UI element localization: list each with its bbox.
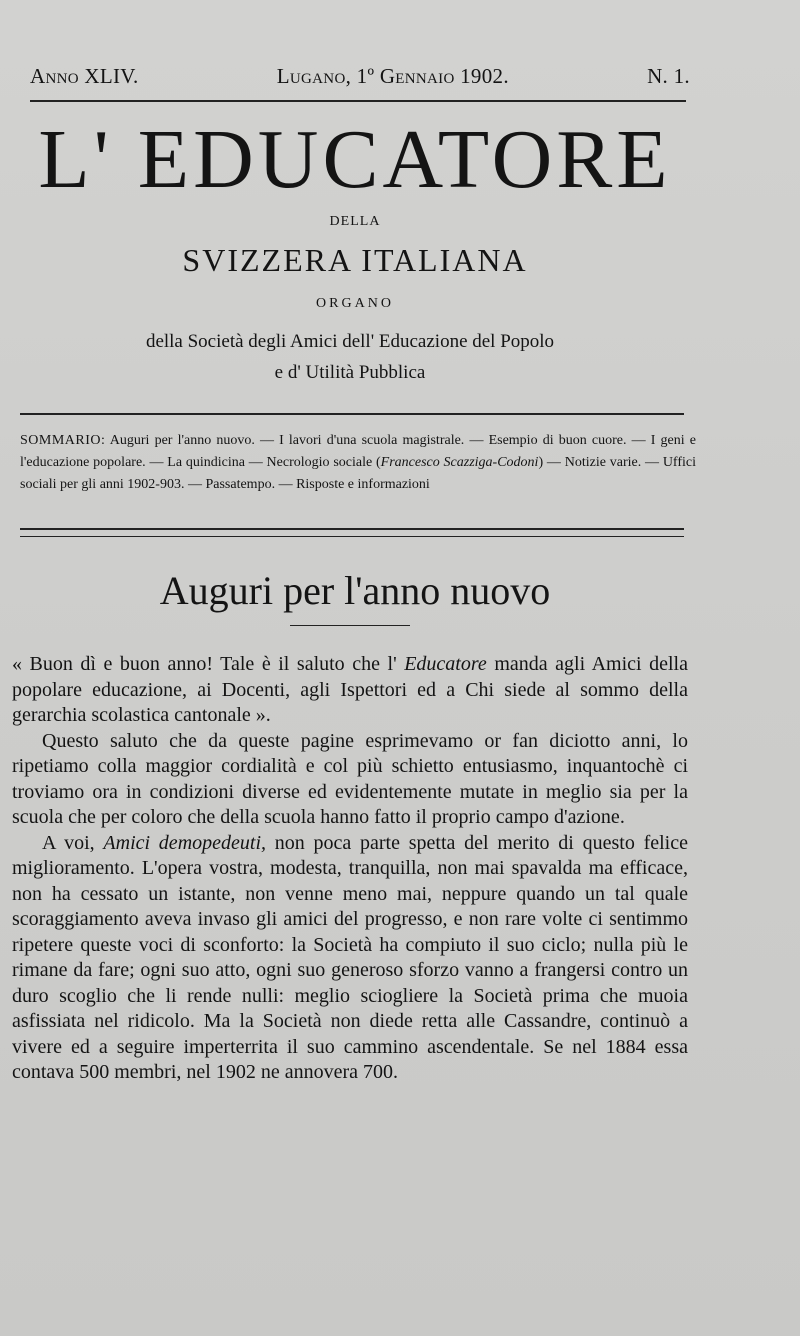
paragraph-3 bbox=[12, 831, 688, 1086]
paragraph-2: Questo saluto che da queste pagine esprimevamo or fan diciotto anni, lo ripetiamo colla maggior cordialità e col più schietto entusiasmo, inquantochè ci troviamo ora in condizioni diverse ed evidentemente mutate in meglio sia per la scuola che per coloro che della scuola hanno fatto il proprio campo d'azione. bbox=[12, 729, 688, 828]
organo-label: ORGANO bbox=[316, 296, 394, 311]
masthead bbox=[30, 64, 690, 89]
journal-subtitle: SVIZZERA ITALIANA bbox=[182, 242, 528, 278]
society-line-2: e d' Utilità Pubblica bbox=[274, 362, 426, 383]
paragraph-1-a: « Buon dì e buon anno! Tale è il saluto che l' bbox=[12, 653, 405, 675]
article-body bbox=[12, 652, 688, 1086]
sommario bbox=[20, 430, 696, 496]
sommario-text-b: ) — Notizie varie. — Uffici sociali per gli anni 1902-903. — Passatempo. — Risposte e informazioni bbox=[20, 455, 696, 492]
sommario-text-a: Auguri per l'anno nuovo. — I lavori d'una scuola magistrale. — Esempio di buon cuore. — I geni e l'educazione popolare. — La quindicina — Necrologio sociale ( bbox=[20, 433, 696, 470]
article-title: Auguri per l'anno nuovo bbox=[159, 568, 551, 613]
sommario-top-rule bbox=[20, 413, 684, 415]
sommario-name: Francesco Scazziga-Codoni bbox=[380, 455, 539, 470]
title-underline bbox=[290, 625, 410, 626]
issue-date: Lugano, 1º Gennaio 1902. bbox=[276, 64, 509, 88]
paragraph-3-a: A voi, bbox=[42, 831, 104, 854]
della-label: DELLA bbox=[329, 214, 381, 229]
journal-title: L' EDUCATORE bbox=[38, 113, 672, 206]
sommario-bottom-rule-1 bbox=[20, 528, 684, 530]
paragraph-3-em: Amici demopedeuti, bbox=[103, 831, 266, 854]
volume-year: Anno XLIV. bbox=[30, 64, 139, 88]
paragraph-1-b: manda agli Amici della popolare educazione, ai Docenti, agli Ispettori ed a Chi siede al sommo della gerarchia scolastica cantonale ». bbox=[12, 653, 688, 726]
sommario-bottom-rule-2 bbox=[20, 536, 684, 537]
sommario-label: SOMMARIO: bbox=[20, 433, 106, 448]
issue-number: N. 1. bbox=[647, 64, 690, 88]
society-description bbox=[0, 326, 700, 388]
paragraph-1-em: Educatore bbox=[404, 653, 487, 675]
paragraph-3-b: non poca parte spetta del merito di questo felice miglioramento. L'opera vostra, modesta, tranquilla, non mai spavalda ma efficace, non ha cessato un istante, non venne meno mai, neppure quando un tal quale scoraggiamento aveva invaso gli amici del progresso, e non rare volte ci sentimmo ripetere queste voci di sconforto: la Società ha compiuto il suo ciclo; nulla più le rimane da fare; ogni suo atto, ogni suo generoso sforzo vanno a frangersi contro un duro scoglio che li rende nulli: meglio sciogliere la Società prima che muoia asfissiata nel ridicolo. Ma la Società non diede retta alle Cassandre, continuò a vivere ed a seguire imperterrita il suo cammino ascendentale. Se nel 1884 essa contava 500 membri, nel 1902 ne annovera 700. bbox=[12, 831, 688, 1083]
society-line-1: della Società degli Amici dell' Educazione del Popolo bbox=[145, 331, 555, 352]
masthead-rule bbox=[30, 100, 686, 102]
paragraph-1 bbox=[12, 652, 688, 729]
